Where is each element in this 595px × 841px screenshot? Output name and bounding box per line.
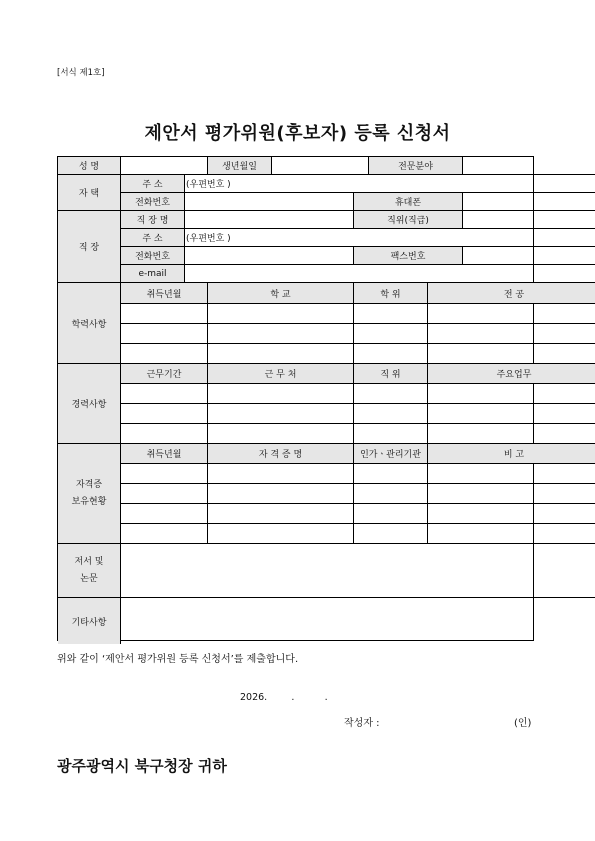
home-phone-field[interactable]: [185, 193, 354, 211]
field-label: 전문분야: [369, 157, 463, 175]
mobile-label: 휴대폰: [354, 193, 463, 211]
work-address-label: 주 소: [121, 229, 185, 247]
edu-cell[interactable]: [428, 344, 595, 364]
cert-cell[interactable]: [428, 504, 595, 524]
edu-cell[interactable]: [354, 324, 428, 344]
home-address-field[interactable]: [185, 175, 595, 193]
cert-cell[interactable]: [354, 484, 428, 504]
writer-label: 작성자 :: [344, 718, 380, 729]
mobile-field[interactable]: [463, 193, 595, 211]
career-cell[interactable]: [208, 424, 354, 444]
declaration-text: 위와 같이 ‘제안서 평가위원 등록 신청서’를 제출합니다.: [57, 654, 299, 665]
certs-label-line2: 보유현황: [71, 496, 107, 507]
date-line: 2026. . .: [240, 692, 328, 703]
position-label: 직위(직급): [354, 211, 463, 229]
career-cell[interactable]: [208, 404, 354, 424]
papers-label: [58, 544, 121, 598]
cert-cell[interactable]: [354, 504, 428, 524]
form-number: [서식 제1호]: [57, 68, 105, 78]
other-label: 기타사항: [58, 598, 121, 644]
home-address-label: 주 소: [121, 175, 185, 193]
home-postal-text: (우편번호 ): [186, 180, 231, 190]
field-input[interactable]: [463, 157, 595, 175]
edu-header-major: 전 공: [428, 283, 595, 304]
edu-cell[interactable]: [208, 324, 354, 344]
edu-cell[interactable]: [428, 304, 595, 324]
cert-cell[interactable]: [354, 524, 428, 544]
cert-cell[interactable]: [428, 464, 595, 484]
career-header-workplace: 근 무 처: [208, 364, 354, 384]
education-label: 학력사항: [58, 283, 121, 364]
recipient: 광주광역시 북구청장 귀하: [57, 757, 227, 775]
career-label: 경력사항: [58, 364, 121, 444]
papers-label-line2: 논문: [80, 573, 98, 584]
edu-cell[interactable]: [121, 304, 208, 324]
work-phone-label: 전화번호: [121, 247, 185, 265]
career-header-duties: 주요업무: [428, 364, 595, 384]
cert-cell[interactable]: [121, 504, 208, 524]
birth-field[interactable]: [272, 157, 369, 175]
work-address-field[interactable]: [185, 229, 595, 247]
career-cell[interactable]: [354, 424, 428, 444]
papers-field[interactable]: [121, 544, 595, 598]
edu-cell[interactable]: [428, 324, 595, 344]
edu-cell[interactable]: [121, 344, 208, 364]
name-field[interactable]: [121, 157, 208, 175]
career-header-period: 근무기간: [121, 364, 208, 384]
home-label: 자 택: [58, 175, 121, 211]
cert-header-note: 비 고: [428, 444, 595, 464]
cert-cell[interactable]: [121, 524, 208, 544]
career-cell[interactable]: [354, 384, 428, 404]
edu-cell[interactable]: [354, 344, 428, 364]
cert-cell[interactable]: [428, 524, 595, 544]
position-field[interactable]: [463, 211, 595, 229]
fax-field[interactable]: [463, 247, 595, 265]
cert-header-date: 취득년월: [121, 444, 208, 464]
work-phone-field[interactable]: [185, 247, 354, 265]
career-cell[interactable]: [208, 384, 354, 404]
cert-cell[interactable]: [208, 524, 354, 544]
email-field[interactable]: [185, 265, 595, 283]
birth-label: 생년월일: [208, 157, 272, 175]
edu-header-school: 학 교: [208, 283, 354, 304]
cert-cell[interactable]: [208, 464, 354, 484]
career-cell[interactable]: [121, 404, 208, 424]
cert-cell[interactable]: [208, 504, 354, 524]
cert-header-name: 자 격 증 명: [208, 444, 354, 464]
cert-cell[interactable]: [428, 484, 595, 504]
career-cell[interactable]: [428, 384, 595, 404]
certs-label-line1: 자격증: [75, 480, 103, 491]
work-label: 직 장: [58, 211, 121, 283]
name-label: 성 명: [58, 157, 121, 175]
company-field[interactable]: [185, 211, 354, 229]
other-field[interactable]: [121, 598, 595, 644]
edu-cell[interactable]: [208, 344, 354, 364]
career-cell[interactable]: [428, 404, 595, 424]
cert-cell[interactable]: [208, 484, 354, 504]
cert-cell[interactable]: [121, 464, 208, 484]
edu-cell[interactable]: [121, 324, 208, 344]
edu-cell[interactable]: [208, 304, 354, 324]
edu-header-date: 취득년월: [121, 283, 208, 304]
career-header-position: 직 위: [354, 364, 428, 384]
career-cell[interactable]: [354, 404, 428, 424]
cert-header-agency: 인가ㆍ관리기관: [354, 444, 428, 464]
email-label: e-mail: [121, 265, 185, 283]
career-cell[interactable]: [121, 424, 208, 444]
page-title: 제안서 평가위원(후보자) 등록 신청서: [144, 123, 451, 144]
registration-form-table: [57, 156, 534, 641]
edu-cell[interactable]: [354, 304, 428, 324]
seal-label: (인): [514, 718, 532, 729]
certs-label: [58, 444, 121, 544]
cert-cell[interactable]: [354, 464, 428, 484]
edu-header-degree: 학 위: [354, 283, 428, 304]
career-cell[interactable]: [121, 384, 208, 404]
work-postal-text: (우편번호 ): [186, 234, 231, 244]
career-cell[interactable]: [428, 424, 595, 444]
home-phone-label: 전화번호: [121, 193, 185, 211]
papers-label-line1: 저서 및: [74, 557, 104, 568]
company-label: 직 장 명: [121, 211, 185, 229]
fax-label: 팩스번호: [354, 247, 463, 265]
cert-cell[interactable]: [121, 484, 208, 504]
